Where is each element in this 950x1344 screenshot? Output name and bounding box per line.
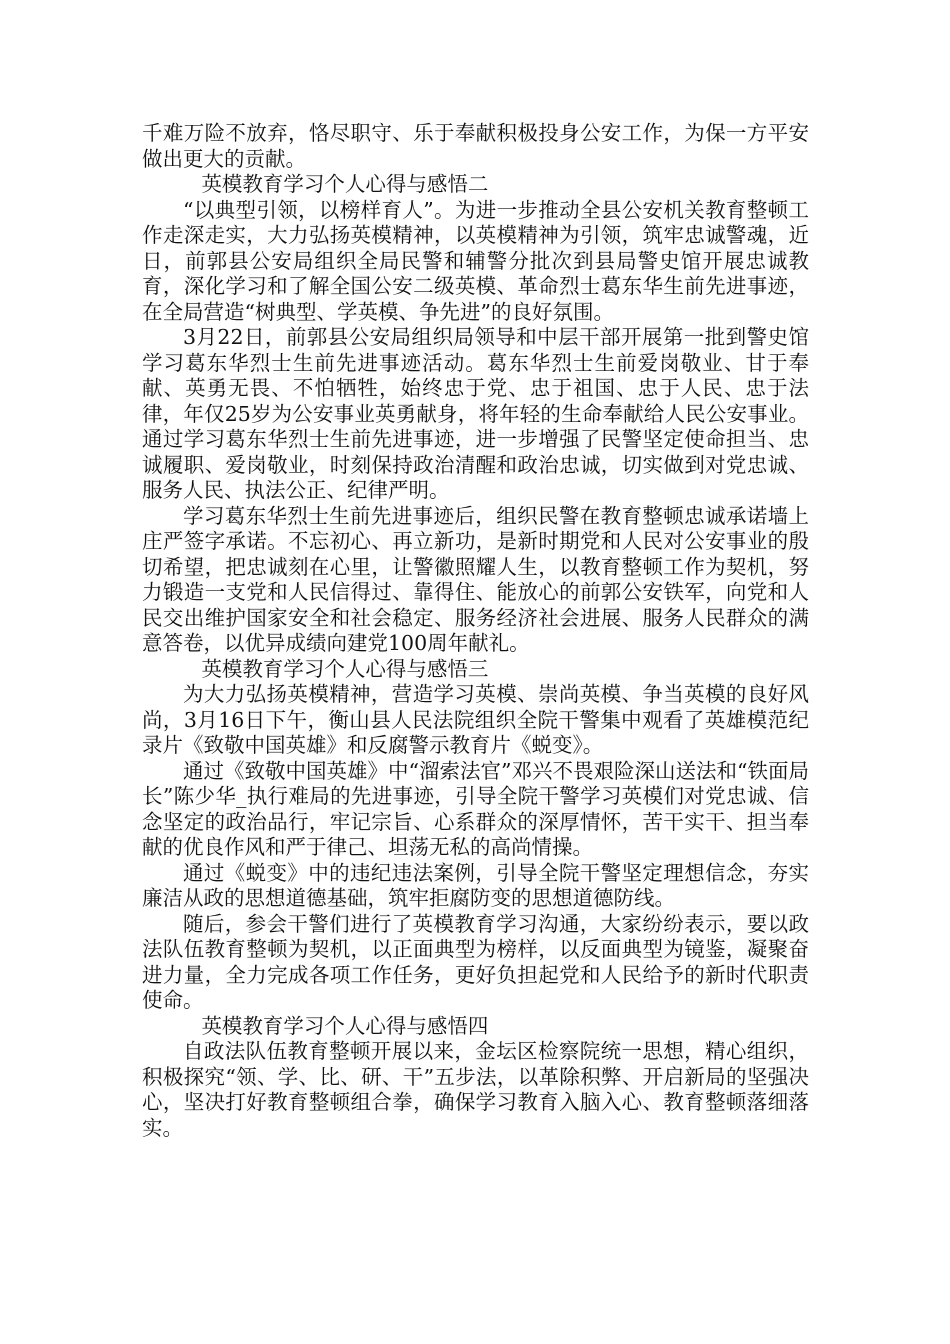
section-heading-2: 英模教育学习个人心得与感悟二 <box>201 172 489 196</box>
paragraph: “以典型引领，以榜样育人”。为进一步推动全县公安机关教育整顿工作走深走实，大力弘扬英模精神，以英模精神为引领，筑牢忠诚警魂，近日，前郭县公安局组织全局民警和辅警分批次到县局警史馆开展忠诚教育，深化学习和了解全国公安二级英模、革命烈士葛东华生前先进事迹，在全局营造“树典型、学英模、争先进”的良好氛围。 <box>142 197 809 324</box>
paragraph: 随后，参会干警们进行了英模教育学习沟通，大家纷纷表示，要以政法队伍教育整顿为契机，以正面典型为榜样，以反面典型为镜鉴，凝聚奋进力量，全力完成各项工作任务，更好负担起党和人民给予的新时代职责使命。 <box>142 911 809 1012</box>
document-body <box>142 121 809 1141</box>
section-heading-3: 英模教育学习个人心得与感悟三 <box>201 656 489 681</box>
paragraph: 3月22日，前郭县公安局组织局领导和中层干部开展第一批到警史馆学习葛东华烈士生前先进事迹活动。葛东华烈士生前爱岗敬业、甘于奉献、英勇无畏、不怕牺牲，始终忠于党、忠于祖国、忠于人民、忠于法律，年仅25岁为公安事业英勇献身，将年轻的生命奉献给人民公安事业。通过学习葛东华烈士生前先进事迹，进一步增强了民警坚定使命担当、忠诚履职、爱岗敬业，时刻保持政治清醒和政治忠诚，切实做到对党忠诚、服务人民、执法公正、纪律严明。 <box>142 325 809 502</box>
paragraph-continuation: 千难万险不放弃，恪尽职守、乐于奉献积极投身公安工作，为保一方平安做出更大的贡献。 <box>142 121 809 171</box>
section-heading-4: 英模教育学习个人心得与感悟四 <box>201 1013 489 1038</box>
paragraph: 学习葛东华烈士生前先进事迹后，组织民警在教育整顿忠诚承诺墙上庄严签字承诺。不忘初心、再立新功，是新时期党和人民对公安事业的殷切希望，把忠诚刻在心里，让警徽照耀人生，以教育整顿工作为契机，努力锻造一支党和人民信得过、靠得住、能放心的前郭公安铁军，向党和人民交出维护国家安全和社会稳定、服务经济社会进展、服务人民群众的满意答卷，以优异成绩向建党100周年献礼。 <box>142 503 809 655</box>
paragraph: 通过《蜕变》中的违纪违法案例，引导全院干警坚定理想信念，夯实廉洁从政的思想道德基础，筑牢拒腐防变的思想道德防线。 <box>142 860 809 910</box>
paragraph: 通过《致敬中国英雄》中“溜索法官”邓兴不畏艰险深山送法和“铁面局长”陈少华_执行难局的先进事迹，引导全院干警学习英模们对党忠诚、信念坚定的政治品行，牢记宗旨、心系群众的深厚情怀，苦干实干、担当奉献的优良作风和严于律己、坦荡无私的高尚情操。 <box>142 758 809 859</box>
paragraph: 为大力弘扬英模精神，营造学习英模、崇尚英模、争当英模的良好风尚，3月16日下午，衡山县人民法院组织全院干警集中观看了英雄模范纪录片《致敬中国英雄》和反腐警示教育片《蜕变》。 <box>142 682 809 757</box>
paragraph: 自政法队伍教育整顿开展以来，金坛区检察院统一思想，精心组织，积极探究“领、学、比、研、干”五步法，以革除积弊、开启新局的坚强决心，坚决打好教育整顿组合拳，确保学习教育入脑入心、教育整顿落细落实。 <box>142 1039 809 1140</box>
